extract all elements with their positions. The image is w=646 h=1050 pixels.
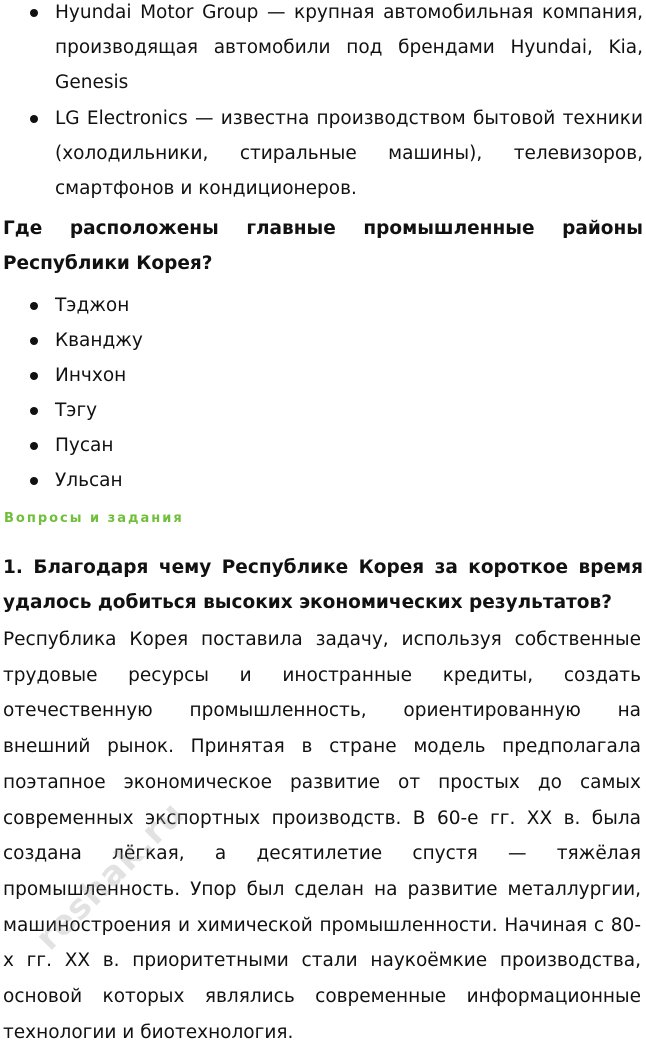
list-item: Кванджу <box>0 323 646 358</box>
answer-paragraph: Республика Корея поставила задачу, используя собственные трудовые ресурсы и иностранные кредиты, создать отечественную промышленность, ориентированную на внешний рынок. Принятая в стране модель предполагала поэтапное экономическое развитие от простых до самых современных экспортных производств. В 60-е гг. XX в. была создана лёгкая, а десятилетие спустя — тяжёлая промышленность. Упор был сделан на развитие металлургии, машиностроения и химической промышленности. Начиная с 80-х гг. XX в. приоритетными стали наукоёмкие производства, основой которых являлись современные информационные технологии и биотехнология. <box>3 629 641 1043</box>
list-item: Тэджон <box>0 288 646 323</box>
list-item: Ульсан <box>0 463 646 498</box>
list-item: Hyundai Motor Group — крупная автомобильная компания, производящая автомобили под брендами Hyundai, Kia, Genesis <box>0 0 646 100</box>
regions-heading: Где расположены главные промышленные районы Республики Корея? <box>3 218 643 274</box>
cities-list <box>0 288 646 498</box>
list-item: Пусан <box>0 428 646 463</box>
watermark: reshak.ru <box>28 793 193 959</box>
list-item: Инчхон <box>0 358 646 393</box>
companies-list <box>0 0 646 207</box>
list-item: LG Electronics — известна производством бытовой техники (холодильники, стиральные машины), телевизоров, смартфонов и кондиционеров. <box>0 101 646 206</box>
section-label: Вопросы и задания <box>4 511 184 526</box>
question-heading: 1. Благодаря чему Республике Корея за короткое время удалось добиться высоких экономических результатов? <box>3 557 643 613</box>
list-item: Тэгу <box>0 393 646 428</box>
